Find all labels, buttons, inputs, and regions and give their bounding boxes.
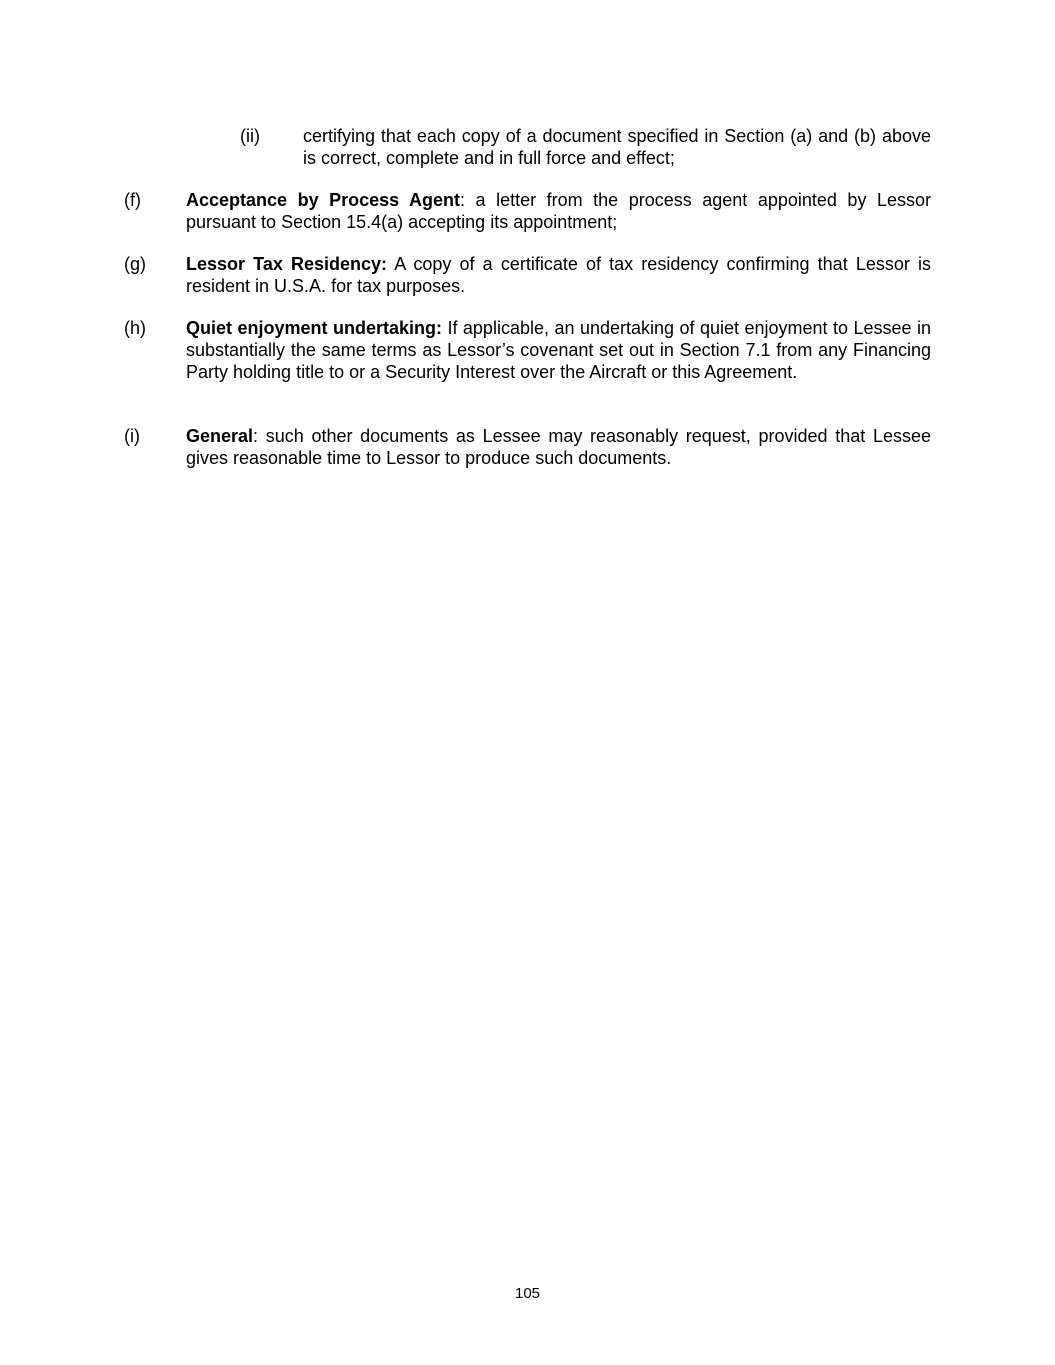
clause-heading: Acceptance by Process Agent	[186, 190, 461, 210]
clause-text: A copy of a certificate of tax residency confirming that Lessor is resident in U.S.A. for tax purposes.	[186, 254, 932, 296]
clause-body	[186, 317, 931, 383]
clause-body	[303, 125, 931, 169]
clause-heading: Lessor Tax Residency:	[186, 254, 388, 274]
clause-text: : a letter from the process agent appointed by Lessor pursuant to Section 15.4(a) accepting its appointment;	[186, 190, 931, 232]
clause-text: certifying that each copy of a document specified in Section (a) and (b) above is correct, complete and in full force and effect;	[303, 126, 931, 168]
clause-body	[186, 189, 931, 233]
clause-number: (i)	[124, 426, 140, 446]
clause-body	[186, 425, 931, 469]
clause-h	[124, 317, 931, 383]
clause-number: (f)	[124, 190, 141, 210]
clause-f	[124, 189, 931, 233]
clause-number: (g)	[124, 254, 146, 274]
clause-heading: General	[186, 426, 254, 446]
clause-text: If applicable, an undertaking of quiet enjoyment to Lessee in substantially the same terms as Lessor’s covenant set out in Section 7.1 from any Financing Party holding title to or a Security Interest over the Aircraft or this Agreement.	[186, 318, 931, 382]
clause-i	[124, 425, 931, 469]
clause-number: (h)	[124, 318, 146, 338]
clause-heading: Quiet enjoyment undertaking:	[186, 318, 442, 338]
subclause-ii	[240, 125, 931, 169]
clause-number: (ii)	[240, 126, 260, 146]
clause-body	[186, 253, 931, 297]
clause-text: : such other documents as Lessee may reasonably request, provided that Lessee gives reasonable time to Lessor to produce such documents.	[186, 426, 931, 468]
page-number: 105	[514, 1285, 541, 1302]
clause-g	[124, 253, 931, 297]
